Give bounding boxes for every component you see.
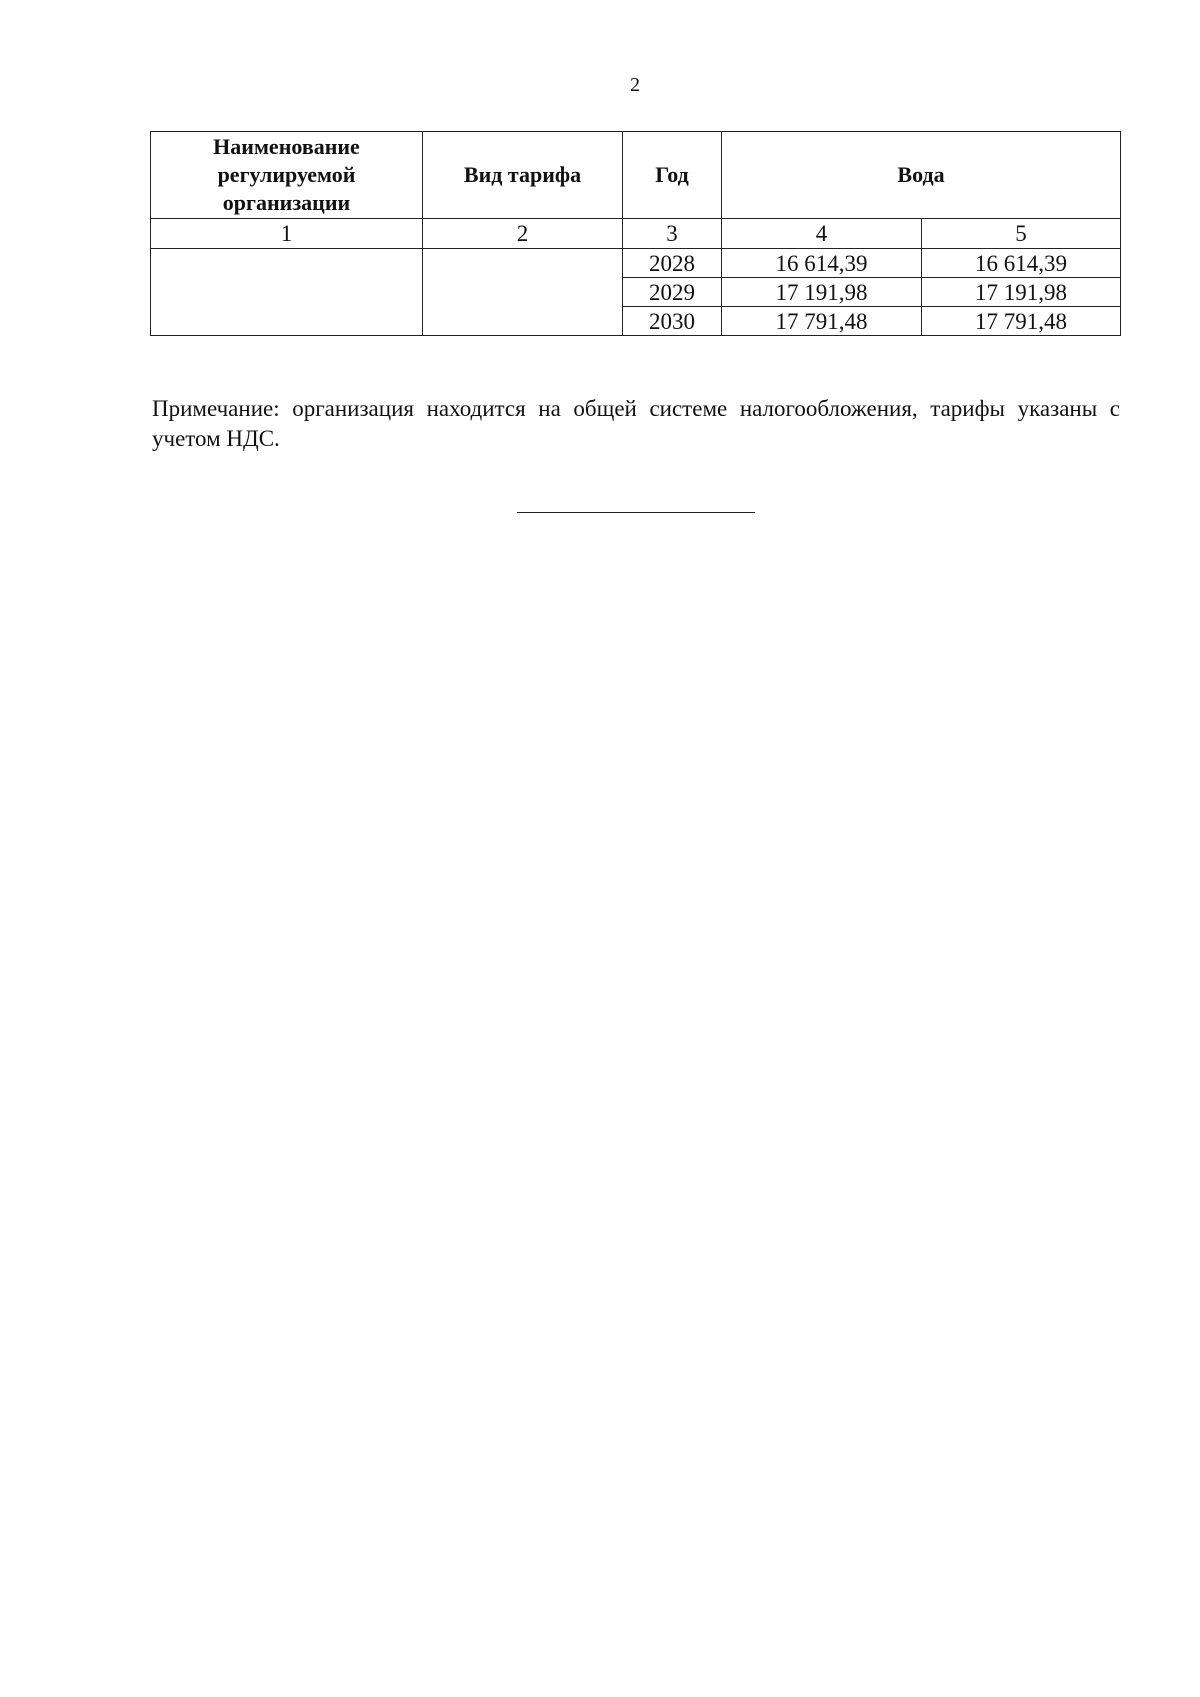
table-row — [151, 249, 1121, 278]
column-number: 2 — [423, 219, 623, 249]
value-cell: 16 614,39 — [922, 249, 1121, 278]
header-water: Вода — [722, 132, 1121, 219]
column-number: 5 — [922, 219, 1121, 249]
end-divider — [517, 512, 755, 513]
value-cell: 17 191,98 — [922, 278, 1121, 307]
column-number: 4 — [722, 219, 922, 249]
header-year: Год — [623, 132, 722, 219]
column-number: 1 — [151, 219, 423, 249]
header-organization: Наименование регулируемой организации — [151, 132, 423, 219]
tariff-table — [150, 131, 1121, 336]
header-tariff-type: Вид тарифа — [423, 132, 623, 219]
year-cell: 2029 — [623, 278, 722, 307]
value-cell: 16 614,39 — [722, 249, 922, 278]
tariff-type-cell — [423, 249, 623, 336]
value-cell: 17 791,48 — [722, 307, 922, 336]
organization-cell — [151, 249, 423, 336]
note-text: Примечание: организация находится на общей системе налогообложения, тарифы указаны с учетом НДС. — [152, 396, 1120, 451]
year-cell: 2028 — [623, 249, 722, 278]
value-cell: 17 791,48 — [922, 307, 1121, 336]
table-header-row — [151, 132, 1121, 219]
column-number-row — [151, 219, 1121, 249]
year-cell: 2030 — [623, 307, 722, 336]
column-number: 3 — [623, 219, 722, 249]
page-number: 2 — [630, 74, 640, 96]
value-cell: 17 191,98 — [722, 278, 922, 307]
